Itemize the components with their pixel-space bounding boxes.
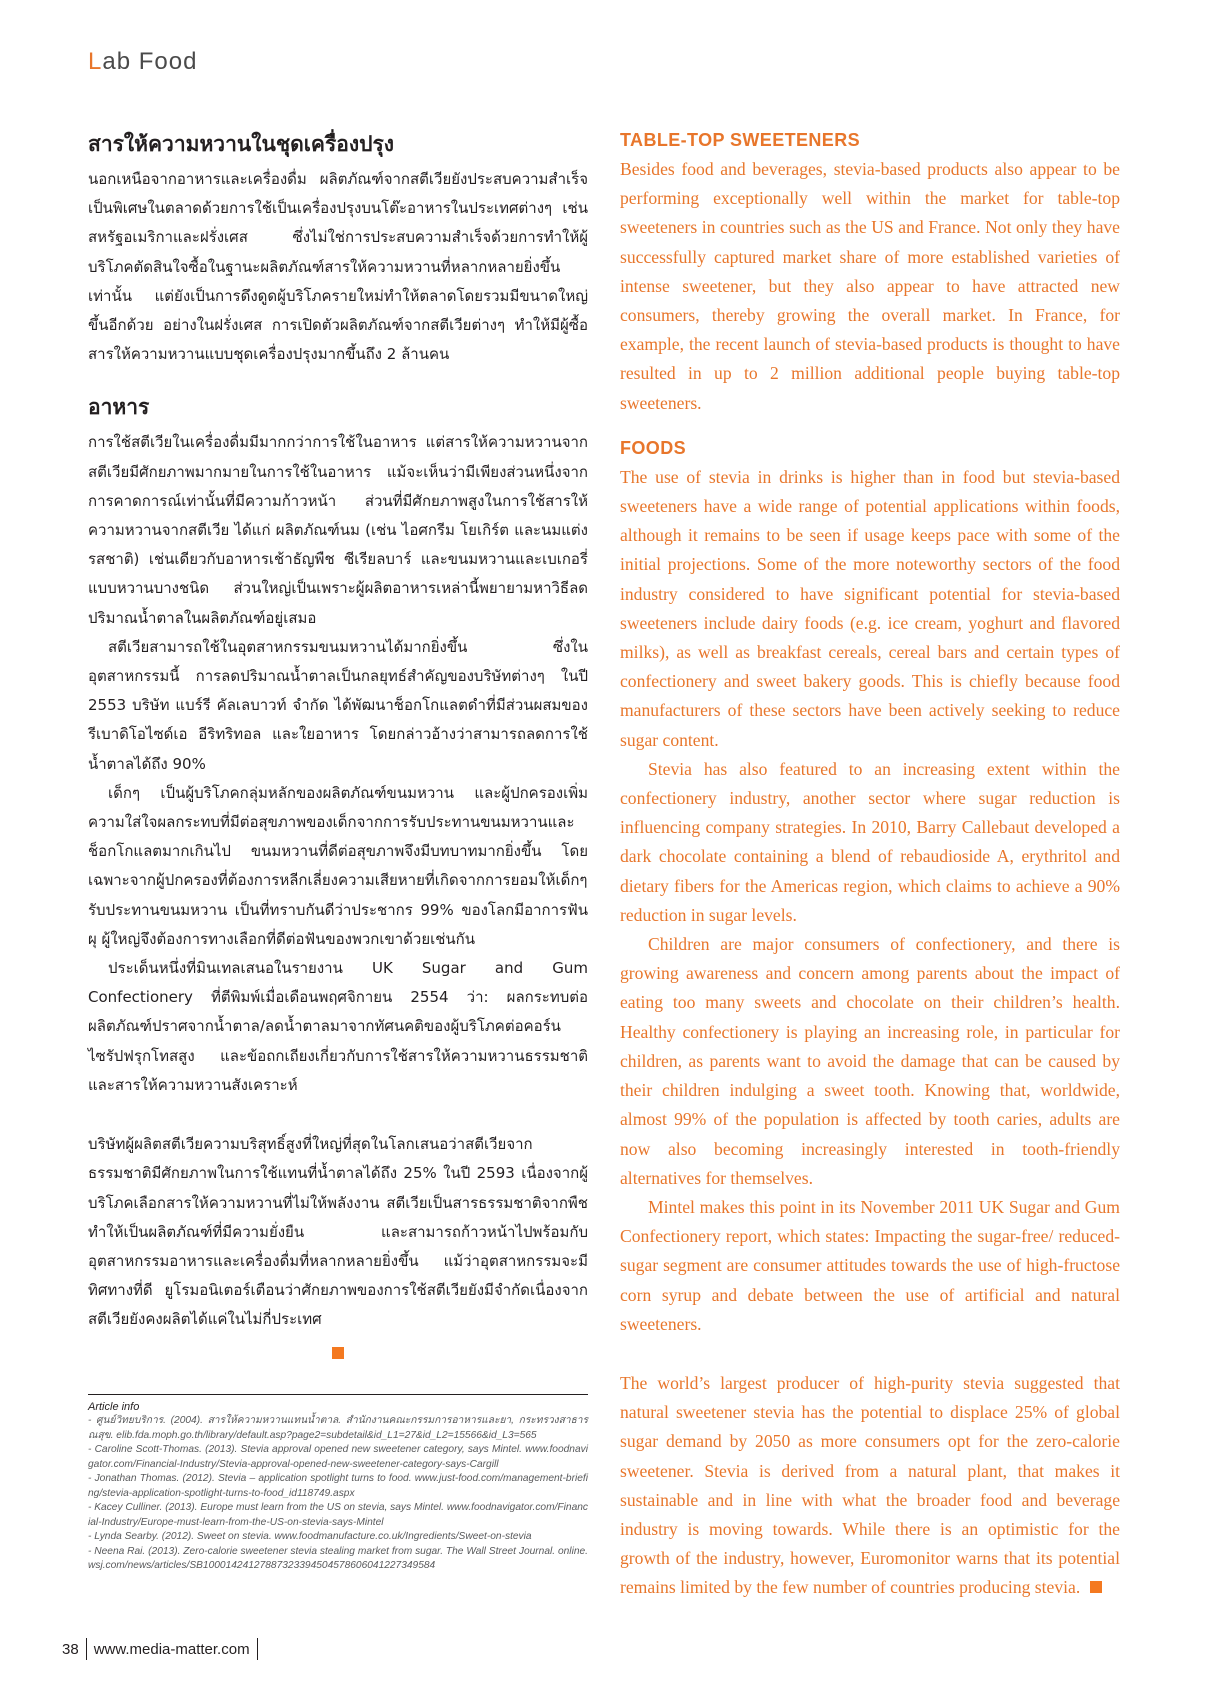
page-number: 38 [62, 1640, 79, 1658]
end-of-article-mark [332, 1347, 344, 1359]
thai-paragraph: บริษัทผู้ผลิตสตีเวียความบริสุทธิ์สูงที่ใหญ่ที่สุดในโลกเสนอว่าสตีเวียจากธรรมชาติมีศักยภาพในการใช้แทนที่น้ำตาลได้ถึง 25% ในปี 2593 เนื่องจากผู้บริโภคเลือกสารให้ความหวานที่ไม่ให้พลังงาน สตีเวียเป็นสารธรรมชาติจากพืช ทำให้เป็นผลิตภัณฑ์ที่มีความยั่งยืน และสามารถก้าวหน้าไปพร้อมกับอุตสาหกรรมอาหารและเครื่องดื่มที่หลากหลายยิ่งขึ้น แม้ว่าอุตสาหกรรมจะมีทิศทางที่ดี ยูโรมอนิเตอร์เตือนว่าศักยภาพของการใช้สตีเวียยังมีจำกัดเนื่องจากสตีเวียยังคงผลิตได้แค่ในไม่กี่ประเทศ [88, 1135, 588, 1329]
english-paragraph: The use of stevia in drinks is higher than in food but stevia-based sweeteners have a wide range of potential applications within foods, although it remains to be seen if usage keeps pace with some of the initial projections. Some of the more noteworthy sectors of the food industry considered to have significant potential for stevia-based sweeteners include dairy foods (e.g. ice cream, yoghurt and flavored milks), as well as breakfast cereals, cereal bars and certain types of confectionery and sweet bakery goods. This is chiefly because food manufacturers of these sectors have been actively seeking to reduce sugar content. [620, 466, 1120, 750]
thai-heading-foods: อาหาร [88, 395, 150, 420]
english-paragraph-text: The world’s largest producer of high-purity stevia suggested that natural sweetener stevia has the potential to displace 25% of global sugar demand by 2050 as more consumers opt for the zero-calorie sweetener. Stevia is derived from a natural plant, that makes it sustainable and in line with what the broader food and beverage industry is moving towards. While there is an optimistic for the growth of the industry, however, Euromonitor warns that its potential remains limited by the few number of countries producing stevia. [620, 1372, 1120, 1598]
thai-paragraph: สตีเวียสามารถใช้ในอุตสาหกรรมขนมหวานได้มากยิ่งขึ้น ซึ่งในอุตสาหกรรมนี้ การลดปริมาณน้ำตาลเป็นกลยุทธ์สำคัญของบริษัทต่างๆ ในปี 2553 บริษัท แบร์รี คัลเลบาวท์ จำกัด ได้พัฒนาช็อกโกแลตดำที่มีส่วนผสมของรีเบาดิโอไซด์เอ อีริทริทอล และใยอาหาร โดยกล่าวอ้างว่าสามารถลดการใช้น้ำตาลได้ถึง 90% [88, 637, 588, 773]
thai-heading-tabletop: สารให้ความหวานในชุดเครื่องปรุง [88, 132, 394, 156]
header-accent-letter: L [88, 48, 103, 75]
reference-item: - Caroline Scott-Thomas. (2013). Stevia approval opened new sweetener category, says Mintel. www.foodnavigator.com/Financial-Industry/Stevia-approval-opened-new-sweetener-category-says-Cargill [88, 1444, 588, 1470]
reference-item: - Jonathan Thomas. (2012). Stevia – application spotlight turns to food. www.just-food.com/management-briefing/stevia-application-spotlight-turns-to-food_id118749.aspx [88, 1473, 588, 1499]
references-title: Article info [88, 1401, 140, 1413]
thai-paragraph: เด็กๆ เป็นผู้บริโภคกลุ่มหลักของผลิตภัณฑ์ขนมหวาน และผู้ปกครองเพิ่มความใส่ใจผลกระทบที่มีต่อสุขภาพของเด็กจากการรับประทานขนมหวานและช็อกโกแลตมากเกินไป ขนมหวานที่ดีต่อสุขภาพจึงมีบทบาทมากยิ่งขึ้น โดยเฉพาะจากผู้ปกครองที่ต้องการหลีกเลี่ยงความเสียหายที่เกิดจากการยอมให้เด็กๆ รับประทานขนมหวาน เป็นที่ทราบกันดีว่าประชากร 99% ของโลกมีอาการฟันผุ ผู้ใหญ่จึงต้องการทางเลือกที่ดีต่อฟันของพวกเขาด้วยเช่นกัน [88, 783, 588, 948]
article-references [88, 1394, 588, 1574]
english-paragraph-final [620, 1369, 1120, 1603]
english-paragraph: Besides food and beverages, stevia-based products also appear to be performing exceptionally well within the market for table-top sweeteners in countries such as the US and France. Not only they have successfully captured market share of more established varieties of intense sweetener, but they also appear to have attracted new consumers, thereby growing the overall market. In France, for example, the recent launch of stevia-based products is thought to have resulted in up to 2 million additional people buying table-top sweeteners. [620, 159, 1120, 413]
english-paragraph: Stevia has also featured to an increasing extent within the confectionery industry, another sector where sugar reduction is influencing company strategies. In 2010, Barry Callebaut developed a dark chocolate containing a blend of rebaudioside A, erythritol and dietary fibers for the Americas region, which claims to achieve a 90% reduction in sugar levels. [620, 758, 1120, 925]
english-heading-foods: FOODS [620, 437, 687, 458]
thai-column [88, 128, 588, 1359]
footer-divider [86, 1638, 87, 1660]
footer-divider [257, 1638, 258, 1660]
website-link[interactable]: www.media-matter.com [93, 1640, 250, 1658]
reference-item: - Neena Rai. (2013). Zero-calorie sweetener stevia stealing market from sugar. The Wall Street Journal. online.wsj.com/news/articles/SB10001424127887323394504578606041227349584 [88, 1545, 588, 1571]
reference-item: - ศูนย์วิทยบริการ. (2004). สารให้ความหวานแทนน้ำตาล. สำนักงานคณะกรรมการอาหารและยา, กระทรวงสาธารณสุข. elib.fda.moph.go.th/library/default.asp?page2=subdetail&id_L1=27&id_L2=15566&id_L3=565 [88, 1415, 588, 1441]
end-of-article-mark [1090, 1581, 1102, 1593]
header-title: ab Food [102, 48, 198, 75]
english-paragraph: Children are major consumers of confectionery, and there is growing awareness and concern among parents about the impact of eating too many sweets and chocolate on their children’s health. Healthy confectionery is playing an increasing role, in particular for children, as parents want to avoid the damage that can be caused by their children indulging a sweet tooth. Knowing that, worldwide, almost 99% of the population is affected by tooth caries, adults are now also becoming increasingly interested in tooth-friendly alternatives for themselves. [620, 934, 1120, 1188]
reference-item: - Kacey Culliner. (2013). Europe must learn from the US on stevia, says Mintel. www.foodnavigator.com/Financial-Industry/Europe-must-learn-from-the-US-on-stevia-says-Mintel [88, 1502, 588, 1528]
english-paragraph: Mintel makes this point in its November 2011 UK Sugar and Gum Confectionery report, which states: Impacting the sugar-free/ reduced-sugar segment are consumer attitudes towards the use of high-fructose corn syrup and debate between the use of artificial and natural sweeteners. [620, 1196, 1120, 1334]
english-heading-tabletop: TABLE-TOP SWEETENERS [620, 130, 861, 150]
page-footer [62, 1638, 265, 1660]
english-column [620, 130, 1120, 1603]
reference-item: - Lynda Searby. (2012). Sweet on stevia. www.foodmanufacture.co.uk/Ingredients/Sweet-on-stevia [88, 1531, 532, 1542]
thai-paragraph: ประเด็นหนึ่งที่มินเทลเสนอในรายงาน UK Sugar and Gum Confectionery ที่ตีพิมพ์เมื่อเดือนพฤศจิกายน 2554 ว่า: ผลกระทบต่อผลิตภัณฑ์ปราศจากน้ำตาล/ลดน้ำตาลมาจากทัศนคติของผู้บริโภคต่อคอร์นไซรัปฟรุกโทสสูง และข้อถกเถียงเกี่ยวกับการใช้สารให้ความหวานธรรมชาติและสารให้ความหวานสังเคราะห์ [88, 959, 588, 1094]
thai-paragraph: การใช้สตีเวียในเครื่องดื่มมีมากกว่าการใช้ในอาหาร แต่สารให้ความหวานจากสตีเวียมีศักยภาพมากมายในการใช้ในอาหาร แม้จะเห็นว่ามีเพียงส่วนหนึ่งจากการคาดการณ์เท่านั้นที่มีความก้าวหน้า ส่วนที่มีศักยภาพสูงในการใช้สารให้ความหวานจากสตีเวีย ได้แก่ ผลิตภัณฑ์นม (เช่น ไอศกรีม โยเกิร์ต และนมแต่งรสชาติ) เช่นเดียวกับอาหารเช้าธัญพืช ซีเรียลบาร์ และขนมหวานและเบเกอรี่แบบหวานบางชนิด ส่วนใหญ่เป็นเพราะผู้ผลิตอาหารเหล่านี้พยายามหาวิธีลดปริมาณน้ำตาลในผลิตภัณฑ์อยู่เสมอ [88, 433, 588, 627]
thai-paragraph: นอกเหนือจากอาหารและเครื่องดื่ม ผลิตภัณฑ์จากสตีเวียยังประสบความสำเร็จเป็นพิเศษในตลาดด้วยการใช้เป็นเครื่องปรุงบนโต๊ะอาหารในประเทศต่างๆ เช่น สหรัฐอเมริกาและฝรั่งเศส ซึ่งไม่ใช่การประสบความสำเร็จด้วยการทำให้ผู้บริโภคตัดสินใจซื้อในฐานะผลิตภัณฑ์สารให้ความหวานที่หลากหลายยิ่งขึ้นเท่านั้น แต่ยังเป็นการดึงดูดผู้บริโภครายใหม่ทำให้ตลาดโดยรวมมีขนาดใหญ่ขึ้นอีกด้วย อย่างในฝรั่งเศส การเปิดตัวผลิตภัณฑ์จากสตีเวียต่างๆ ทำให้มีผู้ซื้อสารให้ความหวานแบบชุดเครื่องปรุงมากขึ้นถึง 2 ล้านคน [88, 170, 588, 364]
section-header [88, 48, 197, 76]
